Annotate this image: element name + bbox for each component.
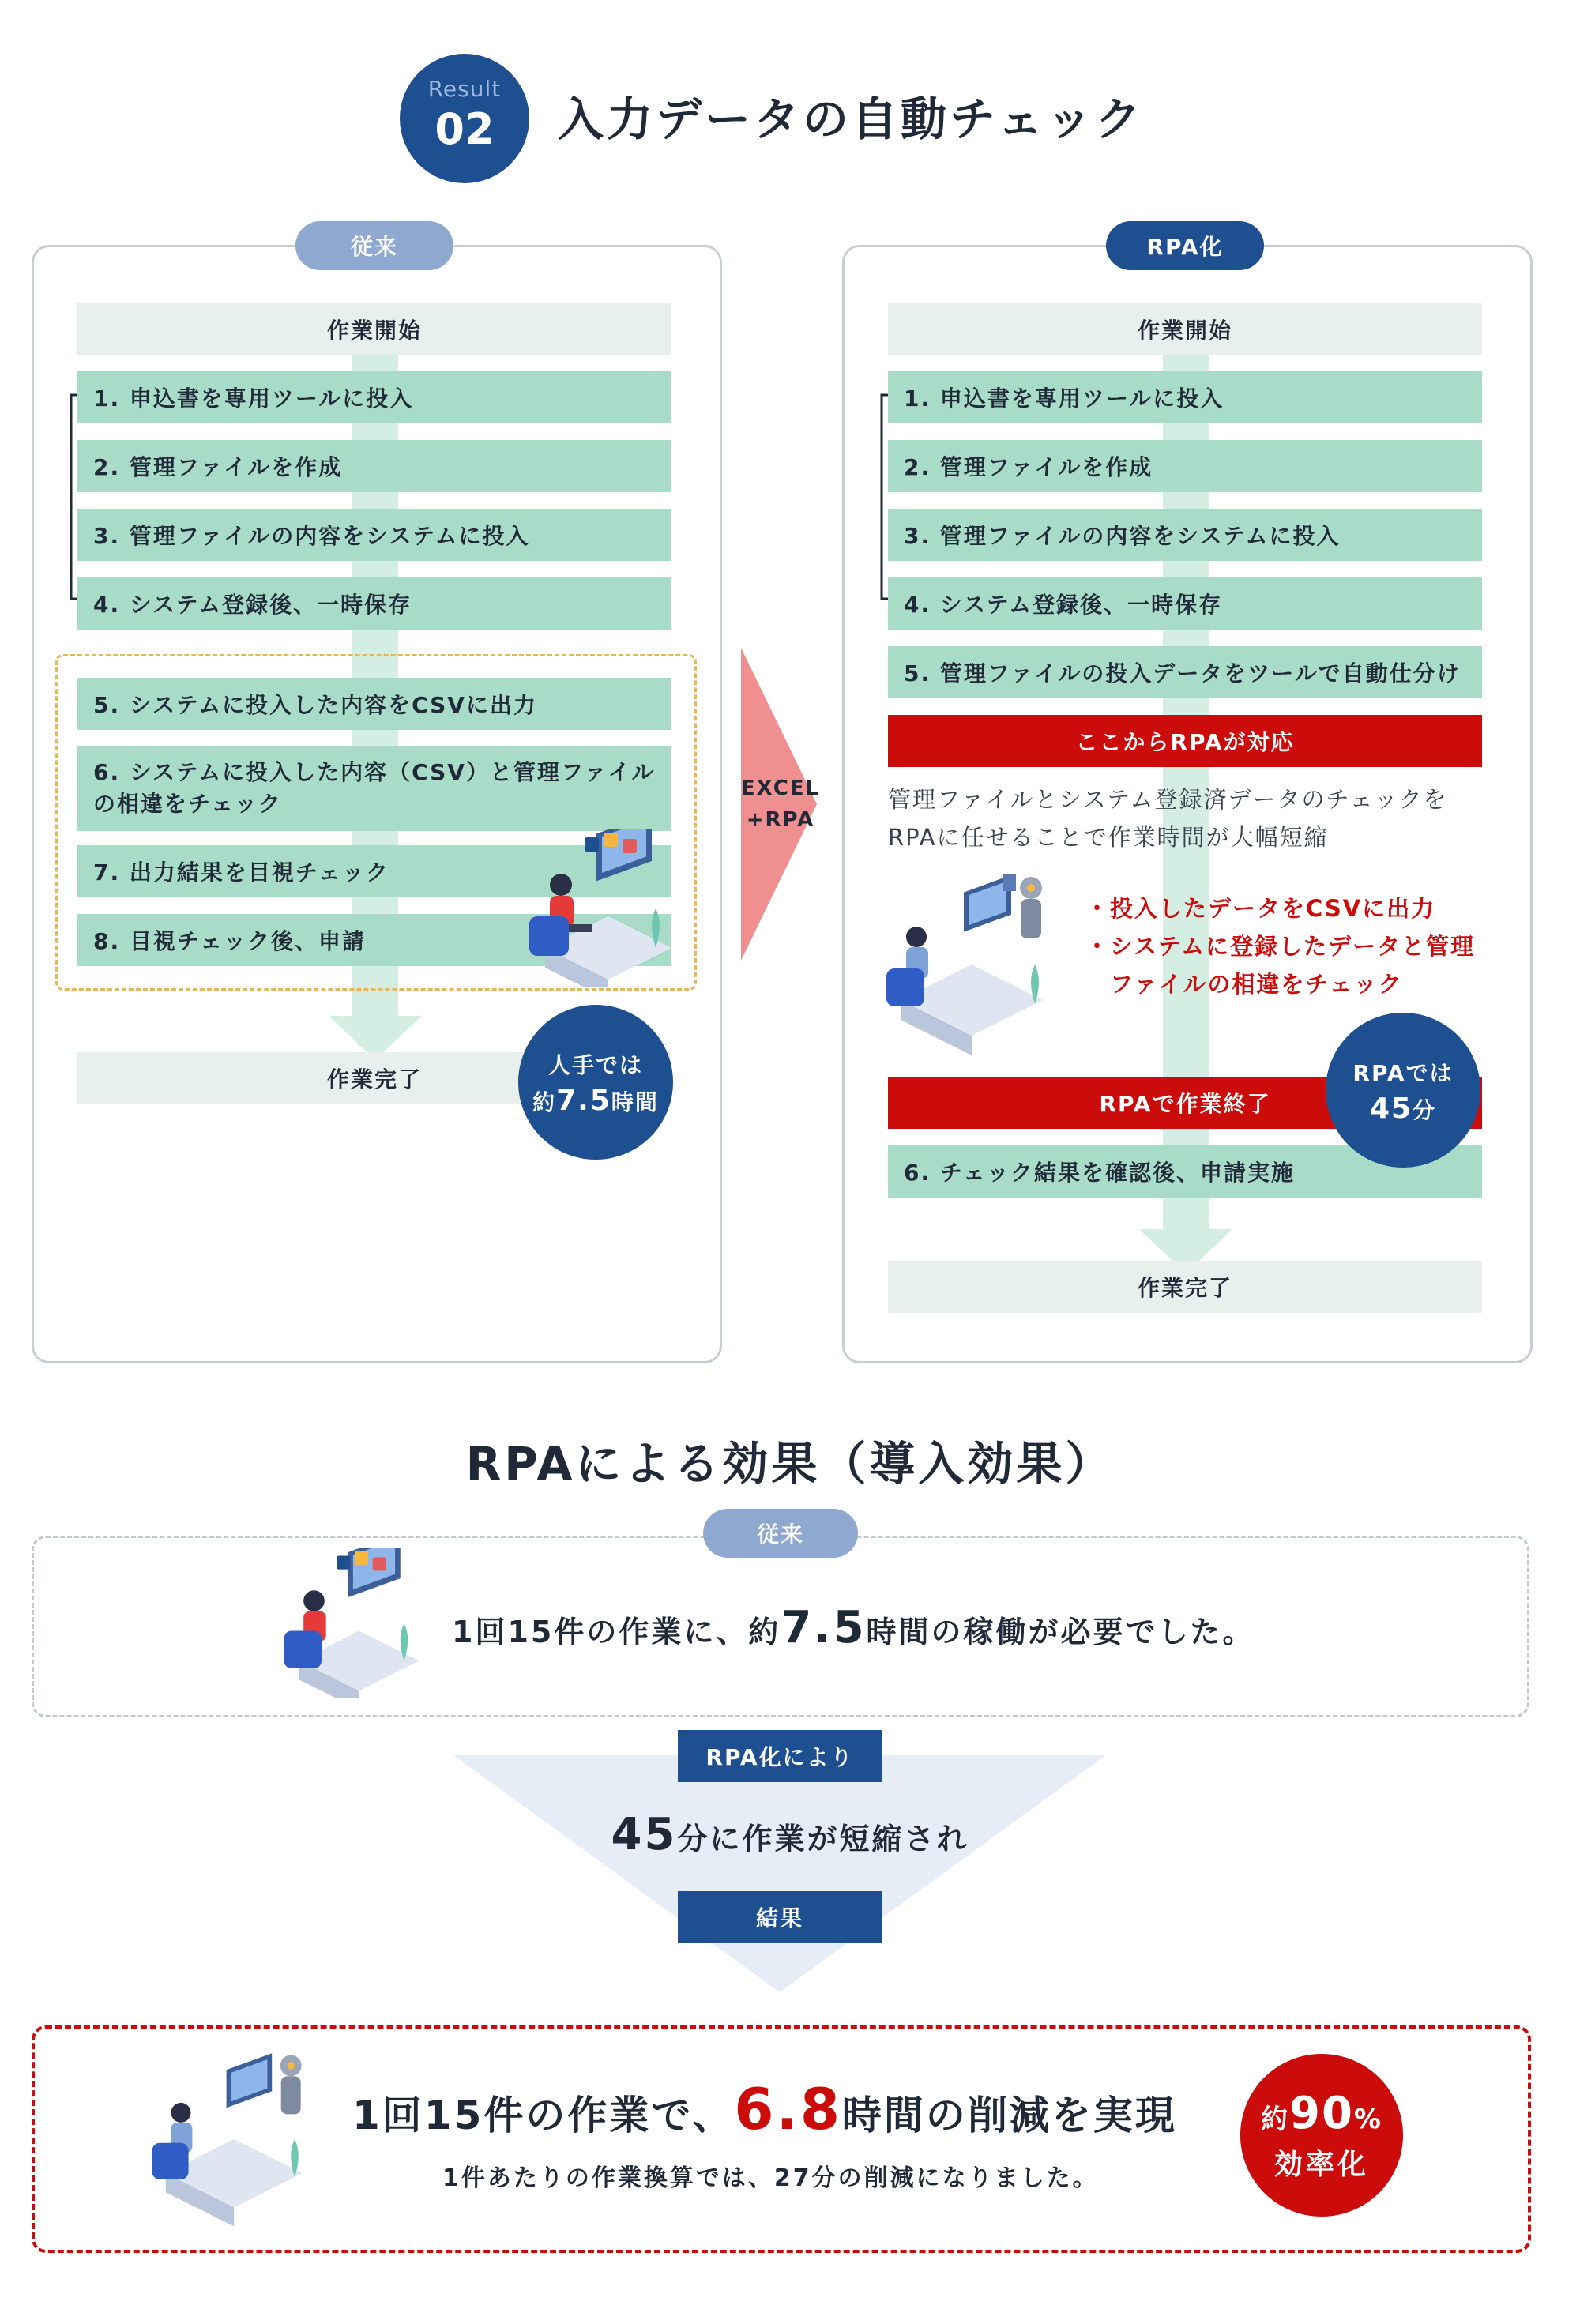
before-text-a: 1回15件の作業に、約: [452, 1615, 781, 1649]
middle-number: 45: [611, 1809, 678, 1860]
before-statement: [452, 1602, 1255, 1653]
result-label: 結果: [678, 1891, 882, 1943]
right-step-4: 4. システム登録後、一時保存: [888, 577, 1482, 630]
rpa-task-1: ・投入したデータをCSVに出力: [1085, 895, 1436, 922]
result-subtext: 1件あたりの作業換算では、27分の削減になりました。: [442, 2164, 1099, 2192]
before-label: 従来: [703, 1509, 858, 1558]
result-text-a: 1回15件の作業で、: [352, 2093, 735, 2138]
left-step-6: [77, 746, 679, 831]
rpa-end-bar: RPAで作業終了: [888, 1077, 1482, 1129]
right-time-circle: [1326, 1013, 1480, 1168]
right-end-bar: 作業完了: [888, 1261, 1482, 1313]
right-start-bar: 作業開始: [888, 303, 1482, 355]
transition-label-line1: EXCEL: [740, 777, 821, 800]
middle-statement: [0, 1809, 1580, 1860]
right-panel-label: RPA化: [1106, 221, 1264, 270]
efficiency-number: 90: [1288, 2088, 1354, 2139]
page-title: 入力データの自動チェック: [558, 92, 1145, 146]
right-circle-line1: RPAでは: [1352, 1059, 1454, 1086]
rpa-description-line2: RPAに任せることで作業時間が大幅短縮: [888, 824, 1329, 851]
left-circle-prefix: 約: [532, 1089, 557, 1115]
left-circle-number: 7.5: [556, 1084, 611, 1117]
left-circle-unit: 時間: [611, 1089, 659, 1115]
left-circle-line2: [532, 1085, 659, 1117]
transition-label: [733, 773, 828, 836]
middle-text: 分に作業が短縮され: [677, 1822, 969, 1856]
left-step-1: 1. 申込書を専用ツールに投入: [77, 371, 672, 423]
left-time-circle: [518, 1005, 673, 1160]
left-start-bar: 作業開始: [77, 303, 672, 355]
result-statement: [352, 2076, 1177, 2142]
robot-illustration-result: [147, 2044, 329, 2234]
right-step-3: 3. 管理ファイルの内容をシステムに投入: [888, 509, 1482, 561]
result-text-b: 時間の削減を実現: [841, 2093, 1177, 2138]
worker-illustration-left: [521, 829, 679, 987]
right-step-5: 5. 管理ファイルの投入データをツールで自動仕分け: [888, 646, 1482, 698]
robot-illustration-right: [885, 866, 1066, 1063]
badge-number: 02: [434, 104, 495, 154]
efficiency-line2: 効率化: [1273, 2149, 1369, 2181]
rpa-description-line1: 管理ファイルとシステム登録済データのチェックを: [888, 786, 1448, 813]
right-step-2: 2. 管理ファイルを作成: [888, 440, 1482, 492]
right-circle-line2: [1370, 1092, 1436, 1125]
left-panel-label: 従来: [295, 221, 453, 270]
left-step-2: 2. 管理ファイルを作成: [77, 440, 672, 492]
efficiency-circle: [1240, 2054, 1403, 2217]
effects-title: RPAによる効果（導入効果）: [465, 1437, 1115, 1491]
left-step-7: 7. 出力結果を目視チェック: [77, 845, 672, 897]
badge-small-label: Result: [427, 76, 502, 102]
before-number: 7.5: [781, 1602, 867, 1653]
right-circle-unit: 分: [1413, 1096, 1437, 1123]
right-circle-number: 45: [1369, 1092, 1413, 1125]
efficiency-percent: %: [1353, 2104, 1382, 2135]
rpa-task-3: ファイルの相違をチェック: [1085, 971, 1403, 998]
efficiency-line1: [1261, 2088, 1382, 2139]
left-step-4: 4. システム登録後、一時保存: [77, 577, 672, 630]
left-step-8: 8. 目視チェック後、申請: [77, 914, 672, 966]
worker-illustration-before: [276, 1548, 427, 1698]
via-rpa-label: RPA化により: [678, 1730, 882, 1782]
rpa-task-list: [1085, 889, 1496, 1003]
left-step-6-text: 6. システムに投入した内容（CSV）と管理ファイル の相違をチェック: [93, 759, 679, 817]
right-step-6: 6. チェック結果を確認後、申請実施: [888, 1145, 1482, 1198]
rpa-start-bar: ここからRPAが対応: [888, 715, 1482, 767]
left-step-3: 3. 管理ファイルの内容をシステムに投入: [77, 509, 672, 561]
rpa-description: [888, 780, 1488, 856]
before-text-b: 時間の稼働が必要でした。: [866, 1615, 1255, 1649]
transition-label-line2: +RPA: [746, 808, 815, 832]
result-badge: [400, 54, 529, 183]
left-step-5: 5. システムに投入した内容をCSVに出力: [77, 678, 672, 730]
rpa-task-2: ・システムに登録したデータと管理: [1085, 933, 1476, 960]
right-step-1: 1. 申込書を専用ツールに投入: [888, 371, 1482, 423]
left-end-bar: 作業完了: [77, 1052, 672, 1104]
result-number: 6.8: [734, 2076, 842, 2142]
left-circle-line1: 人手では: [547, 1051, 643, 1078]
efficiency-prefix: 約: [1260, 2104, 1289, 2135]
reduction-funnel: [453, 1755, 1106, 1992]
